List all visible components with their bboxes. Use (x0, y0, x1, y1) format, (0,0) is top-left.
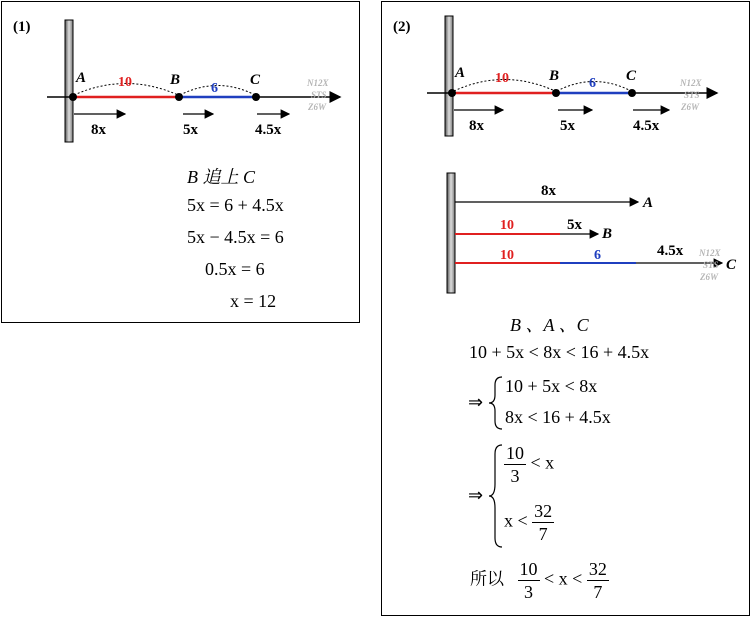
step-1: B 追上 C (187, 167, 256, 187)
panel-2 (381, 1, 750, 616)
svg-text:N12X: N12X (307, 78, 329, 88)
system2-line2: x < $\frac{32}{7}$ (504, 501, 553, 544)
svg-text:N12X: N12X (699, 248, 721, 258)
svg-text:Z6W: Z6W (308, 102, 326, 112)
speed-a: 8x (91, 122, 106, 138)
order-text: B 、A 、C (510, 315, 589, 335)
step-2: 5x = 6 + 4.5x (187, 195, 284, 215)
race-offset-c-red-label: 10 (500, 248, 514, 263)
conclusion-right-fraction: $\frac{32}{7}$ (588, 559, 607, 602)
race-point-b: B (602, 226, 613, 242)
label-c: C (250, 72, 261, 88)
speed-a: 8x (469, 118, 484, 134)
svg-text:Z6W: Z6W (700, 272, 718, 282)
panel-2-label: (2) (393, 19, 411, 35)
race-offset-b-label: 10 (500, 218, 514, 233)
system2-line1: $\frac{10}{3}$ < x (506, 443, 555, 486)
segment-bc-label: 6 (589, 76, 596, 91)
race-point-a: A (643, 195, 654, 211)
wall (65, 20, 73, 142)
wall (445, 16, 453, 136)
speed-c: 4.5x (255, 122, 282, 138)
segment-ab-label: 10 (495, 71, 509, 86)
speed-c: 4.5x (633, 118, 660, 134)
segment-bc-label: 6 (211, 81, 218, 96)
race-speed-c: 4.5x (657, 243, 684, 259)
panel-2-diagram (382, 2, 749, 615)
implies-2: ⇒ (468, 485, 484, 505)
system1-line2: 8x < 16 + 4.5x (505, 407, 611, 427)
watermark (306, 78, 329, 112)
svg-text:Z6W: Z6W (681, 102, 699, 112)
race-point-c: C (726, 257, 737, 273)
race-speed-a: 8x (541, 183, 556, 199)
fraction-10-3: $\frac{10}{3}$ (506, 443, 524, 486)
conclusion: 所以 $\frac{10}{3}$ < x < $\frac{32}{7}$ (470, 559, 607, 602)
panel-1-label: (1) (13, 19, 31, 35)
point-b (552, 89, 560, 97)
panel-1 (1, 1, 360, 323)
label-b: B (170, 72, 181, 88)
label-a: A (455, 65, 466, 81)
watermark (679, 78, 702, 112)
brace-1 (489, 377, 502, 429)
svg-text:STS: STS (684, 90, 700, 100)
svg-text:STS: STS (311, 90, 327, 100)
label-a: A (76, 70, 87, 86)
svg-text:N12X: N12X (680, 78, 702, 88)
conclusion-left-fraction: $\frac{10}{3}$ (519, 559, 538, 602)
implies-1: ⇒ (468, 392, 484, 412)
point-c (252, 93, 260, 101)
fraction-32-7: $\frac{32}{7}$ (534, 501, 553, 544)
label-b: B (549, 68, 560, 84)
point-a (448, 89, 456, 97)
step-3: 5x − 4.5x = 6 (187, 227, 284, 247)
point-c (628, 89, 636, 97)
race-offset-c-blue-label: 6 (594, 248, 601, 263)
race-watermark (698, 248, 721, 282)
segment-ab-label: 10 (118, 75, 132, 90)
race-speed-b: 5x (567, 217, 582, 233)
brace-2 (489, 445, 502, 547)
svg-text:STS: STS (703, 260, 719, 270)
step-4: 0.5x = 6 (205, 259, 265, 279)
speed-b: 5x (560, 118, 575, 134)
system1-line1: 10 + 5x < 8x (505, 376, 598, 396)
speed-b: 5x (183, 122, 198, 138)
point-a (69, 93, 77, 101)
point-b (175, 93, 183, 101)
panel-1-diagram (2, 2, 359, 322)
label-c: C (626, 68, 637, 84)
race-wall (447, 173, 455, 293)
combined-inequality: 10 + 5x < 8x < 16 + 4.5x (469, 342, 650, 362)
step-5: x = 12 (230, 291, 277, 311)
